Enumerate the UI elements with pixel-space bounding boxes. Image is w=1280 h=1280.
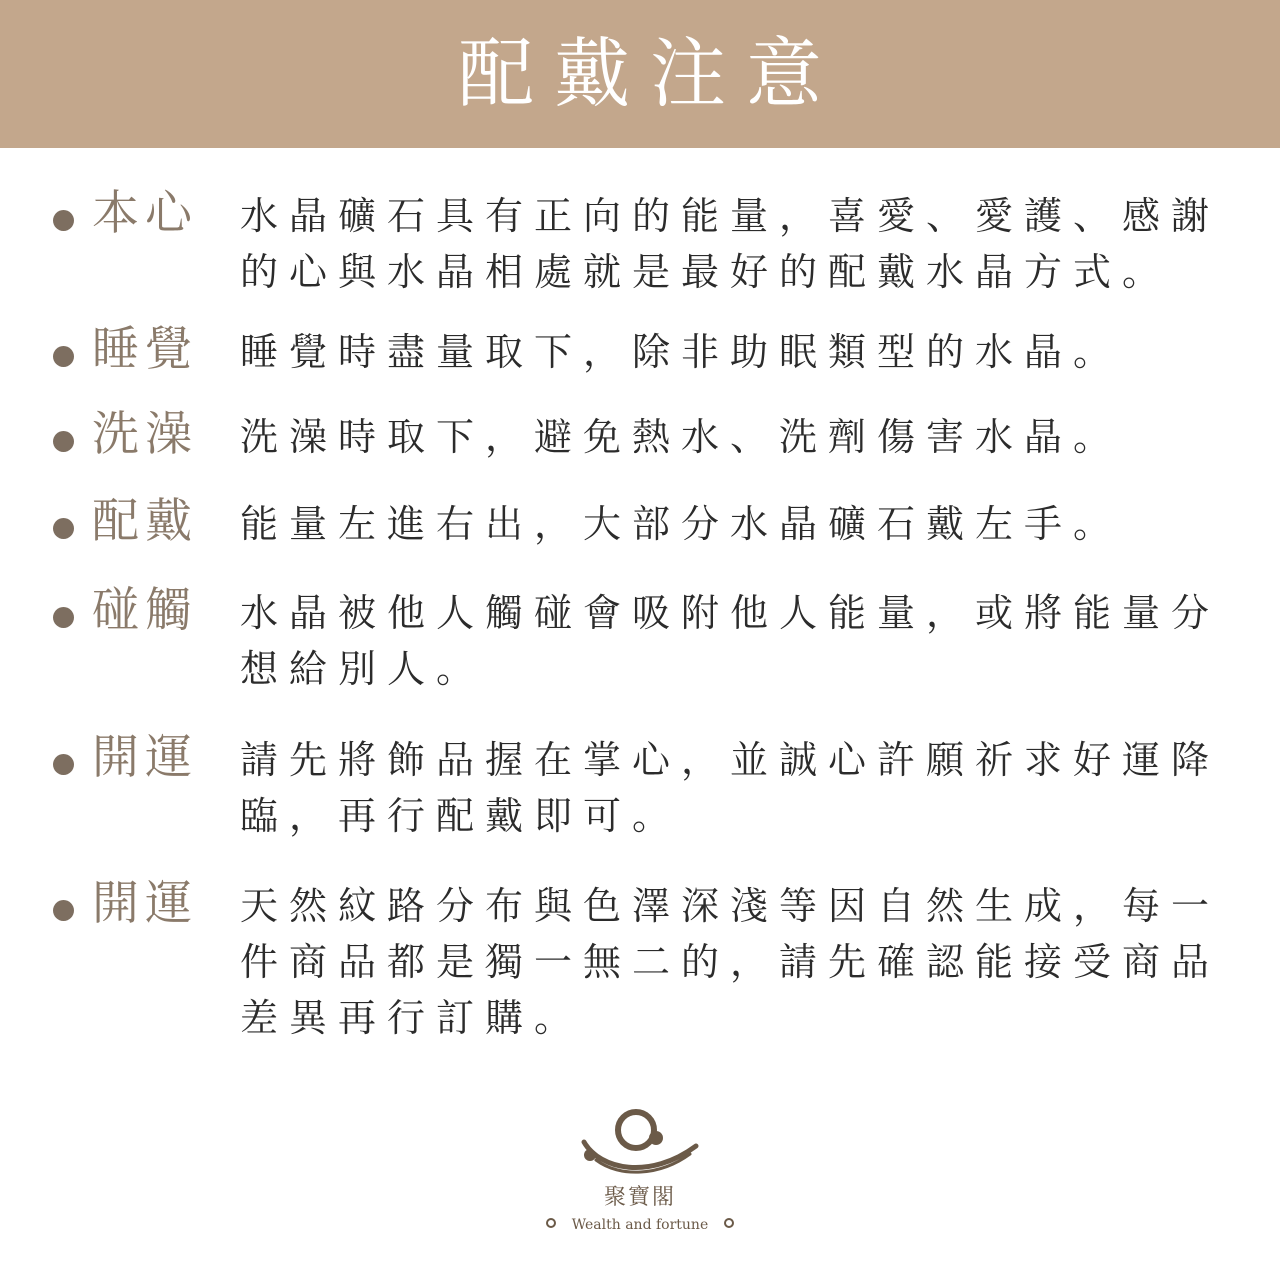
bullet-icon — [53, 607, 74, 628]
description-line: 差異再行訂購。 — [240, 996, 584, 1040]
bullet-icon — [53, 900, 74, 921]
bullet-icon — [53, 431, 74, 452]
header-banner — [0, 0, 1280, 148]
item-term: 本心 — [92, 186, 198, 241]
brand-logo — [540, 1100, 740, 1240]
description-line: 水晶被他人觸碰會吸附他人能量，或將能量分 — [240, 591, 1221, 635]
item-term: 洗澡 — [92, 407, 198, 462]
description-line: 能量左進右出，大部分水晶礦石戴左手。 — [240, 502, 1123, 546]
description-line: 臨，再行配戴即可。 — [240, 794, 682, 838]
page-title: 配戴注意 — [458, 29, 842, 118]
description-line: 請先將飾品握在掌心，並誠心許願祈求好運降 — [240, 738, 1221, 782]
item-term: 睡覺 — [92, 322, 198, 377]
bullet-icon — [53, 210, 74, 231]
item-description — [240, 878, 1225, 1046]
item-description — [240, 324, 1225, 380]
item-description — [240, 188, 1225, 300]
description-line: 想給別人。 — [240, 647, 486, 691]
description-line: 天然紋路分布與色澤深淺等因自然生成，每一 — [240, 884, 1221, 928]
item-term: 碰觸 — [92, 583, 198, 638]
item-term: 配戴 — [92, 494, 198, 549]
item-description — [240, 732, 1225, 844]
item-description — [240, 585, 1225, 697]
logo-name: 聚寶閣 — [603, 1185, 676, 1210]
description-line: 洗澡時取下，避免熱水、洗劑傷害水晶。 — [240, 415, 1123, 459]
logo-tagline: Wealth and fortune — [571, 1217, 709, 1233]
bullet-icon — [53, 346, 74, 367]
description-line: 水晶礦石具有正向的能量，喜愛、愛護、感謝 — [240, 194, 1221, 238]
description-line: 睡覺時盡量取下，除非助眠類型的水晶。 — [240, 330, 1123, 374]
bullet-icon — [53, 518, 74, 539]
item-term: 開運 — [92, 876, 198, 931]
ornament-icon — [724, 1218, 734, 1228]
item-description — [240, 409, 1225, 465]
item-term: 開運 — [92, 730, 198, 785]
logo-emblem-icon — [540, 1100, 740, 1190]
description-line: 件商品都是獨一無二的，請先確認能接受商品 — [240, 940, 1221, 984]
description-line: 的心與水晶相處就是最好的配戴水晶方式。 — [240, 250, 1172, 294]
item-description — [240, 496, 1225, 552]
bullet-icon — [53, 754, 74, 775]
